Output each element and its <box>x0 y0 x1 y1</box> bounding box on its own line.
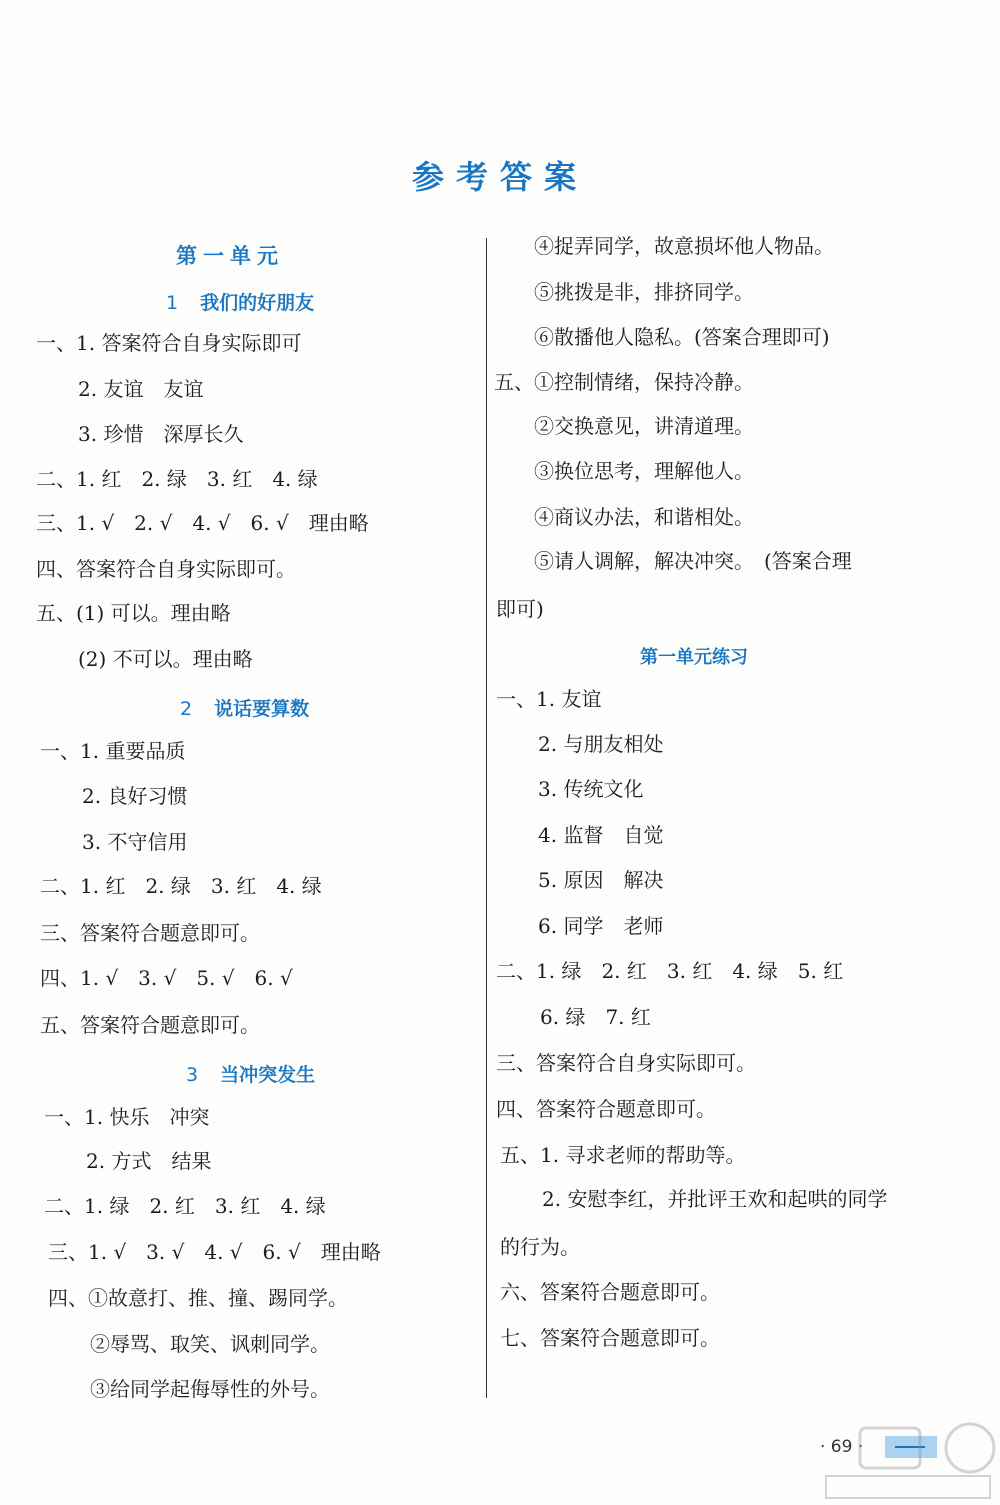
answer-line: 五、答案符合题意即可。 <box>40 1013 260 1037</box>
answer-line: 2. 良好习惯 <box>82 784 188 808</box>
answer-line: 2. 安慰李红，并批评王欢和起哄的同学 <box>542 1187 888 1211</box>
answer-line: 2. 友谊 友谊 <box>78 377 204 401</box>
answer-line: (2) 不可以。理由略 <box>78 647 253 671</box>
answer-line: 2. 与朋友相处 <box>538 732 664 756</box>
answer-line: 三、答案符合自身实际即可。 <box>496 1051 756 1075</box>
answer-line: 3. 珍惜 深厚长久 <box>78 422 244 446</box>
lesson-1-heading <box>166 288 314 315</box>
lesson-2-title: 说话要算数 <box>214 698 310 720</box>
answer-line: ⑥散播他人隐私。(答案合理即可) <box>534 325 830 349</box>
answer-line: 3. 传统文化 <box>538 777 644 801</box>
lesson-3-number: 3 <box>186 1064 199 1086</box>
answer-line: 2. 方式 结果 <box>86 1149 212 1173</box>
answer-line: 4. 监督 自觉 <box>538 823 664 847</box>
answer-line: ⑤请人调解，解决冲突。 (答案合理 <box>534 549 852 573</box>
answer-line: 一、1. 快乐 冲突 <box>44 1105 210 1129</box>
answer-line: 四、1. √ 3. √ 5. √ 6. √ <box>40 966 293 990</box>
lesson-1-title: 我们的好朋友 <box>200 292 315 314</box>
answer-line: ②交换意见，讲清道理。 <box>534 414 754 438</box>
answer-line: 三、1. √ 3. √ 4. √ 6. √ 理由略 <box>48 1240 381 1264</box>
page-number: · 69 · <box>820 1437 864 1457</box>
lesson-2-heading <box>180 694 309 721</box>
answer-line: ④捉弄同学，故意损坏他人物品。 <box>534 234 834 258</box>
answer-line: 三、1. √ 2. √ 4. √ 6. √ 理由略 <box>36 511 369 535</box>
answer-line: 6. 绿 7. 红 <box>540 1005 651 1029</box>
answer-line: 一、1. 重要品质 <box>40 739 186 763</box>
answer-line: ③给同学起侮辱性的外号。 <box>90 1377 330 1401</box>
answer-line: 一、1. 答案符合自身实际即可 <box>36 331 302 355</box>
answer-line: 四、答案符合自身实际即可。 <box>36 557 296 581</box>
answer-line: 二、1. 绿 2. 红 3. 红 4. 绿 <box>44 1194 326 1218</box>
lesson-1-number: 1 <box>166 292 179 314</box>
answer-line: ⑤挑拨是非，排挤同学。 <box>534 280 754 304</box>
answer-line: 二、1. 红 2. 绿 3. 红 4. 绿 <box>36 467 318 491</box>
answer-line: 四、答案符合题意即可。 <box>496 1097 716 1121</box>
answer-line: 即可) <box>496 597 544 621</box>
answer-line: 五、1. 寻求老师的帮助等。 <box>500 1143 746 1167</box>
answer-line: 六、答案符合题意即可。 <box>500 1280 720 1304</box>
answer-line: 二、1. 红 2. 绿 3. 红 4. 绿 <box>40 874 322 898</box>
answer-line: 5. 原因 解决 <box>538 868 664 892</box>
answer-line: ②辱骂、取笑、讽刺同学。 <box>90 1332 330 1356</box>
column-divider <box>486 238 487 1398</box>
answer-line: 三、答案符合题意即可。 <box>40 921 260 945</box>
answer-line: 七、答案符合题意即可。 <box>500 1326 720 1350</box>
lesson-2-number: 2 <box>180 698 193 720</box>
answer-line: ③换位思考，理解他人。 <box>534 459 754 483</box>
unit-heading: 第一单元 <box>176 244 284 268</box>
answer-line: 一、1. 友谊 <box>496 687 602 711</box>
answer-line: 6. 同学 老师 <box>538 914 664 938</box>
answer-line: 五、①控制情绪，保持冷静。 <box>494 370 754 394</box>
page-title: 参考答案 <box>411 158 588 196</box>
exercise-heading: 第一单元练习 <box>640 647 748 668</box>
answer-line: 四、①故意打、推、撞、踢同学。 <box>48 1286 348 1310</box>
answer-line: 二、1. 绿 2. 红 3. 红 4. 绿 5. 红 <box>496 959 844 983</box>
watermark-logo <box>820 1418 996 1502</box>
answer-line: 五、(1) 可以。理由略 <box>36 601 231 625</box>
answer-line: 的行为。 <box>500 1235 580 1259</box>
lesson-3-title: 当冲突发生 <box>220 1064 316 1086</box>
lesson-3-heading <box>186 1060 315 1087</box>
answer-line: 3. 不守信用 <box>82 830 188 854</box>
answer-line: ④商议办法，和谐相处。 <box>534 505 754 529</box>
